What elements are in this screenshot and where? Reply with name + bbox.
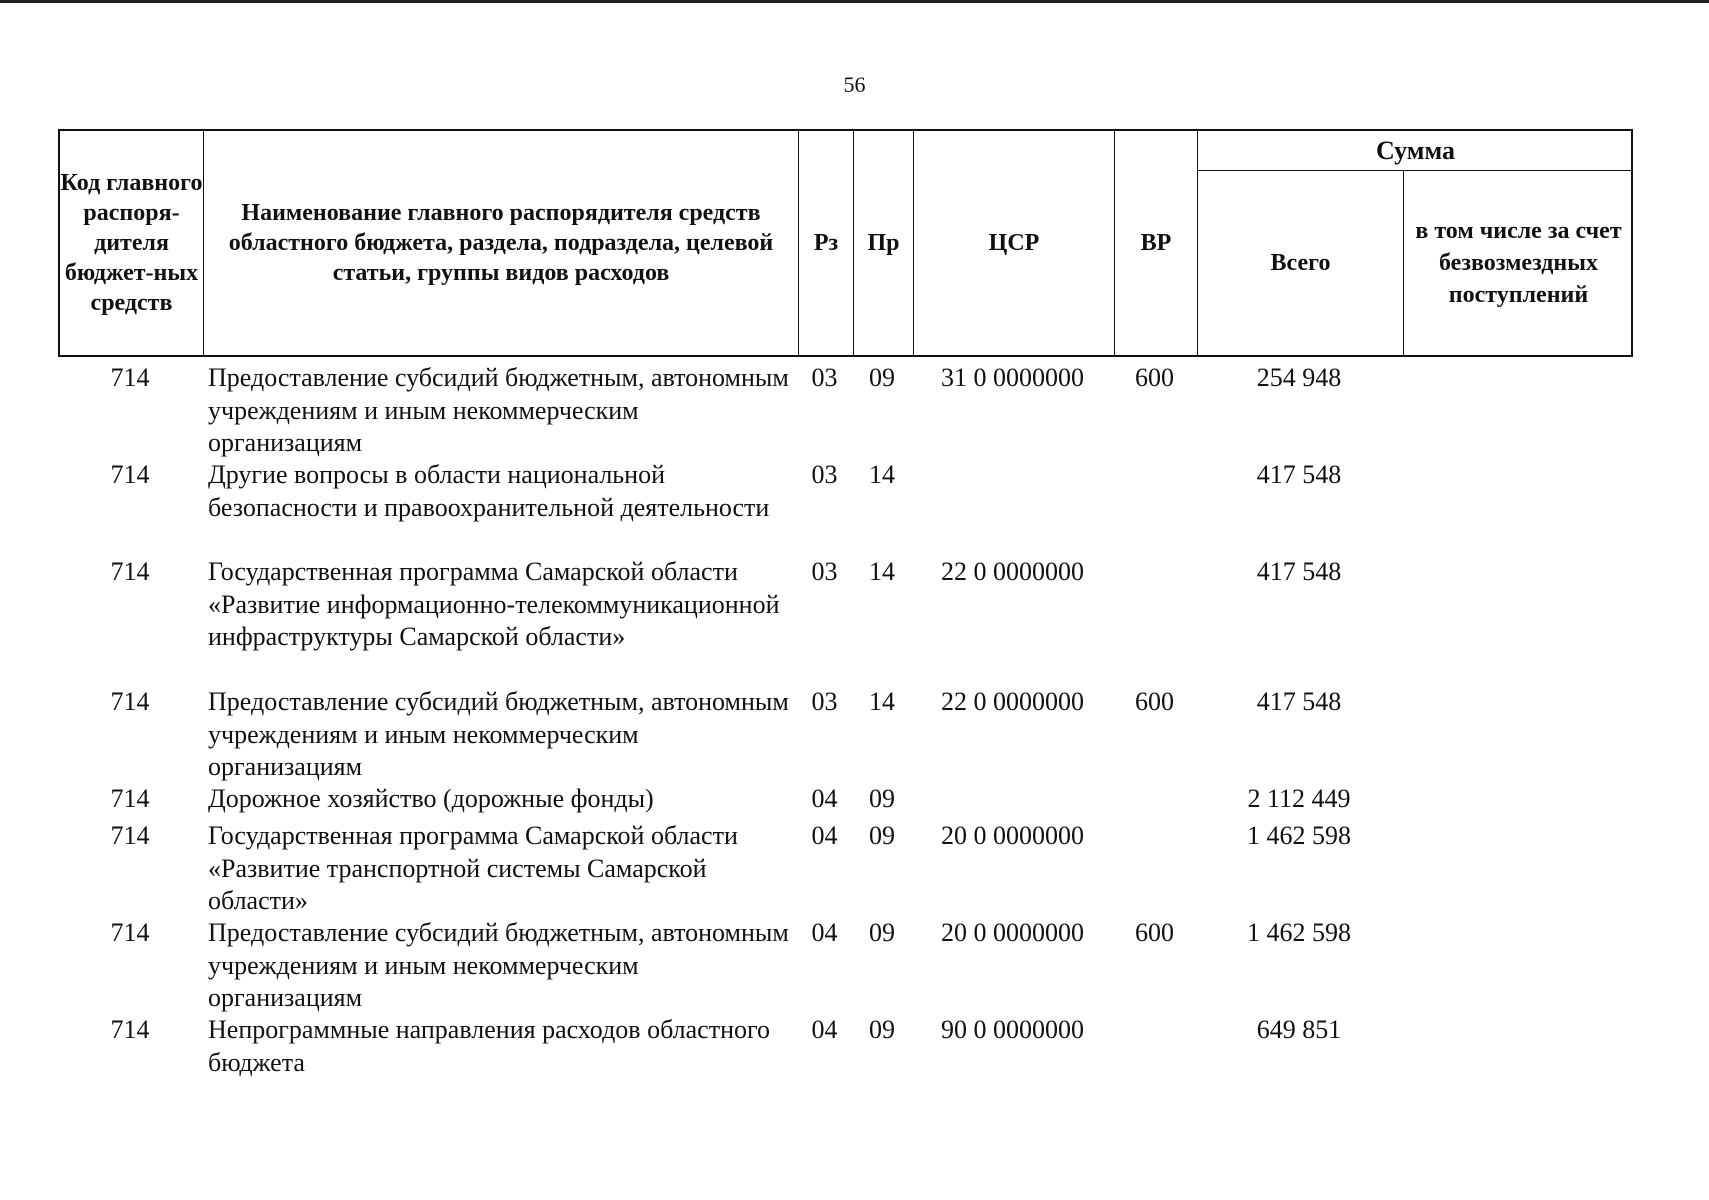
header-free: в том числе за счет безвозмездных поступлений [1415, 218, 1622, 308]
row-total: 1 462 598 [1247, 918, 1351, 947]
row-name: Государственная программа Самарской области «Развитие транспортной системы Самарской области» [208, 821, 738, 915]
row-csr: 90 0 0000000 [941, 1015, 1084, 1044]
row-name: Государственная программа Самарской области «Развитие информационно-телекоммуникационной инфраструктуры Самарской области» [208, 557, 780, 651]
row-rz: 04 [811, 821, 838, 850]
row-vr: 600 [1135, 918, 1174, 947]
row-code: 714 [110, 1015, 150, 1044]
row-rz: 03 [811, 557, 838, 586]
row-total: 2 112 449 [1247, 784, 1351, 813]
row-pr: 14 [869, 460, 895, 489]
header-vr: ВР [1115, 131, 1198, 355]
row-code: 714 [110, 687, 150, 716]
row-pr: 09 [869, 784, 895, 813]
row-pr: 09 [869, 1015, 895, 1044]
header-rz: Рз [799, 131, 854, 355]
row-code: 714 [110, 460, 150, 489]
header-csr: ЦСР [914, 131, 1115, 355]
header-summa-group [1198, 131, 1633, 355]
header-pr: Пр [854, 131, 914, 355]
row-pr: 14 [869, 557, 895, 586]
row-rz: 03 [811, 363, 838, 392]
row-pr: 09 [869, 918, 895, 947]
row-code: 714 [110, 821, 150, 850]
row-csr: 22 0 0000000 [941, 687, 1084, 716]
row-rz: 03 [811, 687, 838, 716]
row-total: 649 851 [1256, 1015, 1342, 1044]
row-pr: 09 [869, 363, 895, 392]
row-code: 714 [110, 363, 150, 392]
row-total: 417 548 [1256, 460, 1342, 489]
row-vr: 600 [1135, 363, 1174, 392]
row-total: 1 462 598 [1247, 821, 1351, 850]
row-csr: 22 0 0000000 [941, 557, 1084, 586]
row-rz: 03 [811, 460, 838, 489]
top-border-line [0, 0, 1709, 3]
table-header [58, 129, 1633, 357]
header-name: Наименование главного распорядителя средств областного бюджета, раздела, подраздела, целевой статьи, группы видов расходов [204, 131, 799, 355]
row-total: 254 948 [1256, 363, 1342, 392]
row-pr: 09 [869, 821, 895, 850]
row-rz: 04 [811, 1015, 838, 1044]
row-rz: 04 [811, 784, 838, 813]
row-name: Дорожное хозяйство (дорожные фонды) [208, 784, 654, 813]
row-code: 714 [110, 557, 150, 586]
header-total: Всего [1198, 171, 1404, 355]
row-vr: 600 [1135, 687, 1174, 716]
row-code: 714 [110, 918, 150, 947]
row-name: Предоставление субсидий бюджетным, автономным учреждениям и иным некоммерческим организациям [208, 918, 789, 1012]
header-code: Код главного распоря-дителя бюджет-ных средств [60, 131, 204, 355]
row-csr: 20 0 0000000 [941, 918, 1084, 947]
row-name: Предоставление субсидий бюджетным, автономным учреждениям и иным некоммерческим организациям [208, 363, 789, 457]
row-name: Предоставление субсидий бюджетным, автономным учреждениям и иным некоммерческим организациям [208, 687, 789, 781]
page-number: 56 [843, 72, 866, 97]
row-code: 714 [110, 784, 150, 813]
row-rz: 04 [811, 918, 838, 947]
row-pr: 14 [869, 687, 895, 716]
row-name: Другие вопросы в области национальной безопасности и правоохранительной деятельности [208, 460, 770, 522]
row-name: Непрограммные направления расходов областного бюджета [208, 1015, 770, 1077]
row-csr: 31 0 0000000 [941, 363, 1084, 392]
header-summa: Сумма [1198, 131, 1633, 171]
row-csr: 20 0 0000000 [941, 821, 1084, 850]
row-total: 417 548 [1256, 557, 1342, 586]
row-total: 417 548 [1256, 687, 1342, 716]
